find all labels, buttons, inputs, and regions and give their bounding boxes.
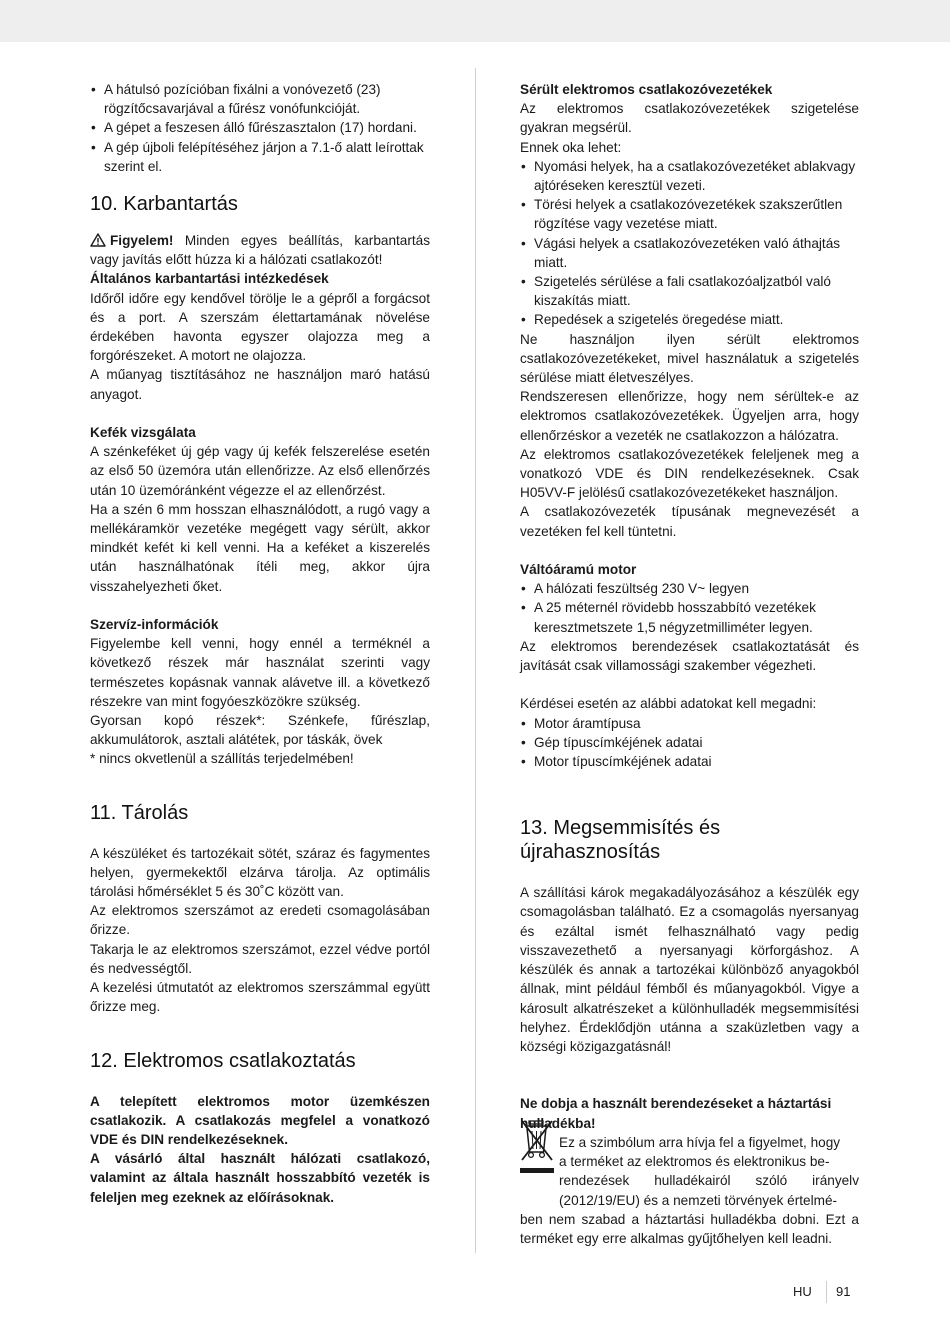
required-data-list [520, 714, 859, 772]
column-divider [475, 68, 476, 1253]
electric-connection-text-2: A vásárló által használt hálózati csatlakozó, valamint az általa használt hosszabbító vezeték is feleljen meg ezeknek az előírásoknak. [90, 1151, 430, 1205]
warning-text: Minden egyes beállítás, karbantartás vagy javítás előtt húzza ki a hálózati csatlakozót! [90, 233, 430, 268]
weee-heading: Ne dobja a használt berendezéseket a háztartási hulladékba! [520, 1096, 832, 1131]
list-item: • A gépet a feszesen álló fűrészasztalon (17) hordani. [90, 118, 430, 137]
list-item: • Repedések a szigetelés öregedése miatt. [520, 310, 859, 329]
list-item: • A gép újboli felépítéséhez járjon a 7.1-ő alatt leírottak szerint el. [90, 138, 430, 176]
electric-connection-text: A telepített elektromos motor üzemkészen csatlakozik. A csatlakozás megfelel a vonatkozó VDE és DIN rendelkezéseknek. [90, 1093, 430, 1147]
weee-text-rest: ben nem szabad a háztartási hulladékba dobni. Ezt a terméket egy erre alkalmas gyűjtőhelyen kell leadni. [520, 1211, 859, 1246]
warning-icon [90, 233, 106, 247]
storage-text-2: Az elektromos szerszámot az eredeti csomagolásában őrizze. [90, 903, 430, 938]
ac-motor-heading: Váltóáramú motor [520, 562, 637, 578]
damaged-cables-cause-intro: Ennek oka lehet: [520, 139, 622, 155]
service-info-heading: Szervíz-információk [90, 617, 219, 633]
list-item: • A hálózati feszültség 230 V~ legyen [520, 579, 859, 598]
list-item: • Törési helyek a csatlakozóvezetékek szakszerűtlen rögzítése vagy vezetése miatt. [520, 195, 859, 233]
section-12-title: 12. Elektromos csatlakoztatás [90, 1049, 356, 1072]
list-item: • Szigetelés sérülése a fali csatlakozóaljzatból való kiszakítás miatt. [520, 272, 859, 310]
damage-causes-list [520, 157, 859, 330]
list-item: • A hátulsó pozícióban fixálni a vonóvezető (23) rögzítőcsavarjával a fűrész vonófunkcióját. [90, 80, 430, 118]
brush-check-text: A szénkeféket új gép vagy új kefék felszerelése esetén az első 50 üzemóra után ellenőrizze. Az első ellenőrzés után 10 üzemóránként végezze el az ellenőrzést. [90, 444, 430, 498]
storage-text-3: Takarja le az elektromos szerszámot, ezzel védve portól és nedvességtől. [90, 941, 430, 976]
crossed-out-bin-icon [520, 1118, 554, 1178]
brush-check-text-2: Ha a szén 6 mm hosszan elhasználódott, a rugó vagy a mellékáramkör vezetéke megégett vagy sérült, akkor mindkét kefét ki kell venni. Ha a keféket a kiszerelés után használhatónak ítéli meg, akkor újra visszahelyezheti őket. [90, 501, 430, 594]
damaged-cables-heading: Sérült elektromos csatlakozóvezetékek [520, 82, 773, 97]
list-item: • Motor típuscímkéjének adatai [520, 752, 859, 771]
brush-check-heading: Kefék vizsgálata [90, 425, 196, 441]
damaged-cables-text: Az elektromos csatlakozóvezetékek szigetelése gyakran megsérül. [520, 101, 859, 136]
section-13-title: 13. Megsemmisítés és újrahasznosítás [520, 817, 721, 864]
weee-text-line: a terméket az elektromos és elektronikus be- [559, 1154, 830, 1170]
list-item: • Gép típuscímkéjének adatai [520, 733, 859, 752]
ac-motor-text: Az elektromos berendezések csatlakoztatását és javítását csak villamossági szakember végezheti. [520, 638, 859, 674]
damaged-cables-warning: Ne használjon ilyen sérült elektromos csatlakozóvezetékeket, mivel használatuk a szigetelés sérülése miatt életveszélyes. [520, 331, 859, 386]
section-11-title: 11. Tárolás [90, 801, 189, 824]
general-maintenance-heading: Általános karbantartási intézkedések [90, 271, 329, 287]
damaged-cables-marking: A csatlakozóvezeték típusának megnevezését a vezetéken fel kell tüntetni. [520, 504, 859, 539]
disposal-text: A szállítási károk megakadályozásához a készülék egy csomagolásban található. Ez a csomagolás nyersanyag és ezáltal ismét felhasználható vagy pedig visszavezethető a nyersanyagi körforgáshoz. A készülék és annak a tartozékai különböző anyagokból állnak, mint például fémből és műanyagokból. Vigye a károsult alkatrészeket a különhulladék megsemmisítési helyhez. Érdeklődjön utánna a szaküzletben vagy a községi közigazgatásnál! [520, 885, 859, 1054]
page-number: 91 [836, 1284, 851, 1299]
general-maintenance-text: Időről időre egy kendővel törölje le a gépről a forgácsot és a port. A szerszám élettartamának növelése érdekében havonta egyszer olajozza meg a forgórészeket. A motort ne olajozza. [90, 290, 430, 364]
general-maintenance-text-2: A műanyag tisztításához ne használjon maró hatású anyagot. [90, 367, 430, 402]
damaged-cables-standard: Az elektromos csatlakozóvezetékek feleljenek meg a vonatkozó VDE és DIN rendelkezéseknek. Csak H05VV-F jelölésű csatlakozóvezetékeket használjon. [520, 446, 859, 501]
warning-paragraph [90, 231, 430, 269]
warning-label: Figyelem! [110, 233, 174, 249]
footer-language: HU [793, 1284, 812, 1299]
storage-text-4: A kezelési útmutatót az elektromos szerszámmal együtt őrizze meg. [90, 980, 430, 1015]
service-info-text: Figyelembe kell venni, hogy ennél a terméknél a következő részek már használat szerinti vagy természetes kopásnak vannak alávetve ill. a következő részekre van mint fogyóeszközökre szükség. [90, 636, 430, 709]
list-item: • Vágási helyek a csatlakozóvezetéken való áthajtás miatt. [520, 234, 859, 272]
left-column [90, 80, 430, 1207]
damaged-cables-check: Rendszeresen ellenőrizze, hogy nem sérültek-e az elektromos csatlakozóvezetékek. Ügyeljen arra, hogy ellenőrzéskor a vezeték ne csatlakozzon a hálózatra. [520, 389, 859, 443]
section-10-title: 10. Karbantartás [90, 193, 238, 216]
weee-text-line: (2012/19/EU) és a nemzeti törvények értelmé- [559, 1192, 838, 1208]
service-info-note: * nincs okvetlenül a szállítás terjedelmében! [90, 751, 354, 767]
footer-divider [826, 1281, 827, 1303]
weee-text-line: Ez a szimbólum arra hívja fel a figyelmet, hogy [559, 1134, 841, 1150]
ac-motor-list [520, 579, 859, 637]
list-item: • Motor áramtípusa [520, 714, 859, 733]
right-column [520, 80, 859, 1248]
intro-bullet-list [90, 80, 430, 176]
header-band [0, 0, 950, 42]
weee-text-line: rendezések hulladékairól szóló irányelv [559, 1173, 859, 1189]
list-item: • Nyomási helyek, ha a csatlakozóvezetéket ablakvagy ajtóréseken keresztül vezeti. [520, 157, 859, 195]
weee-block [520, 1094, 859, 1248]
questions-intro: Kérdései esetén az alábbi adatokat kell megadni: [520, 696, 817, 712]
service-info-text-2: Gyorsan kopó részek*: Szénkefe, fűrészlap, akkumulátorok, asztali alátétek, por táskák, övek [90, 713, 430, 748]
storage-text: A készüléket és tartozékait sötét, száraz és fagymentes helyen, gyermekektől elzárva tárolja. Az optimális tárolási hőmérséklet 5 és 30˚C között van. [90, 845, 430, 900]
list-item: • A 25 méternél rövidebb hosszabbító vezetékek keresztmetszete 1,5 négyzetmilliméter legyen. [520, 598, 859, 636]
